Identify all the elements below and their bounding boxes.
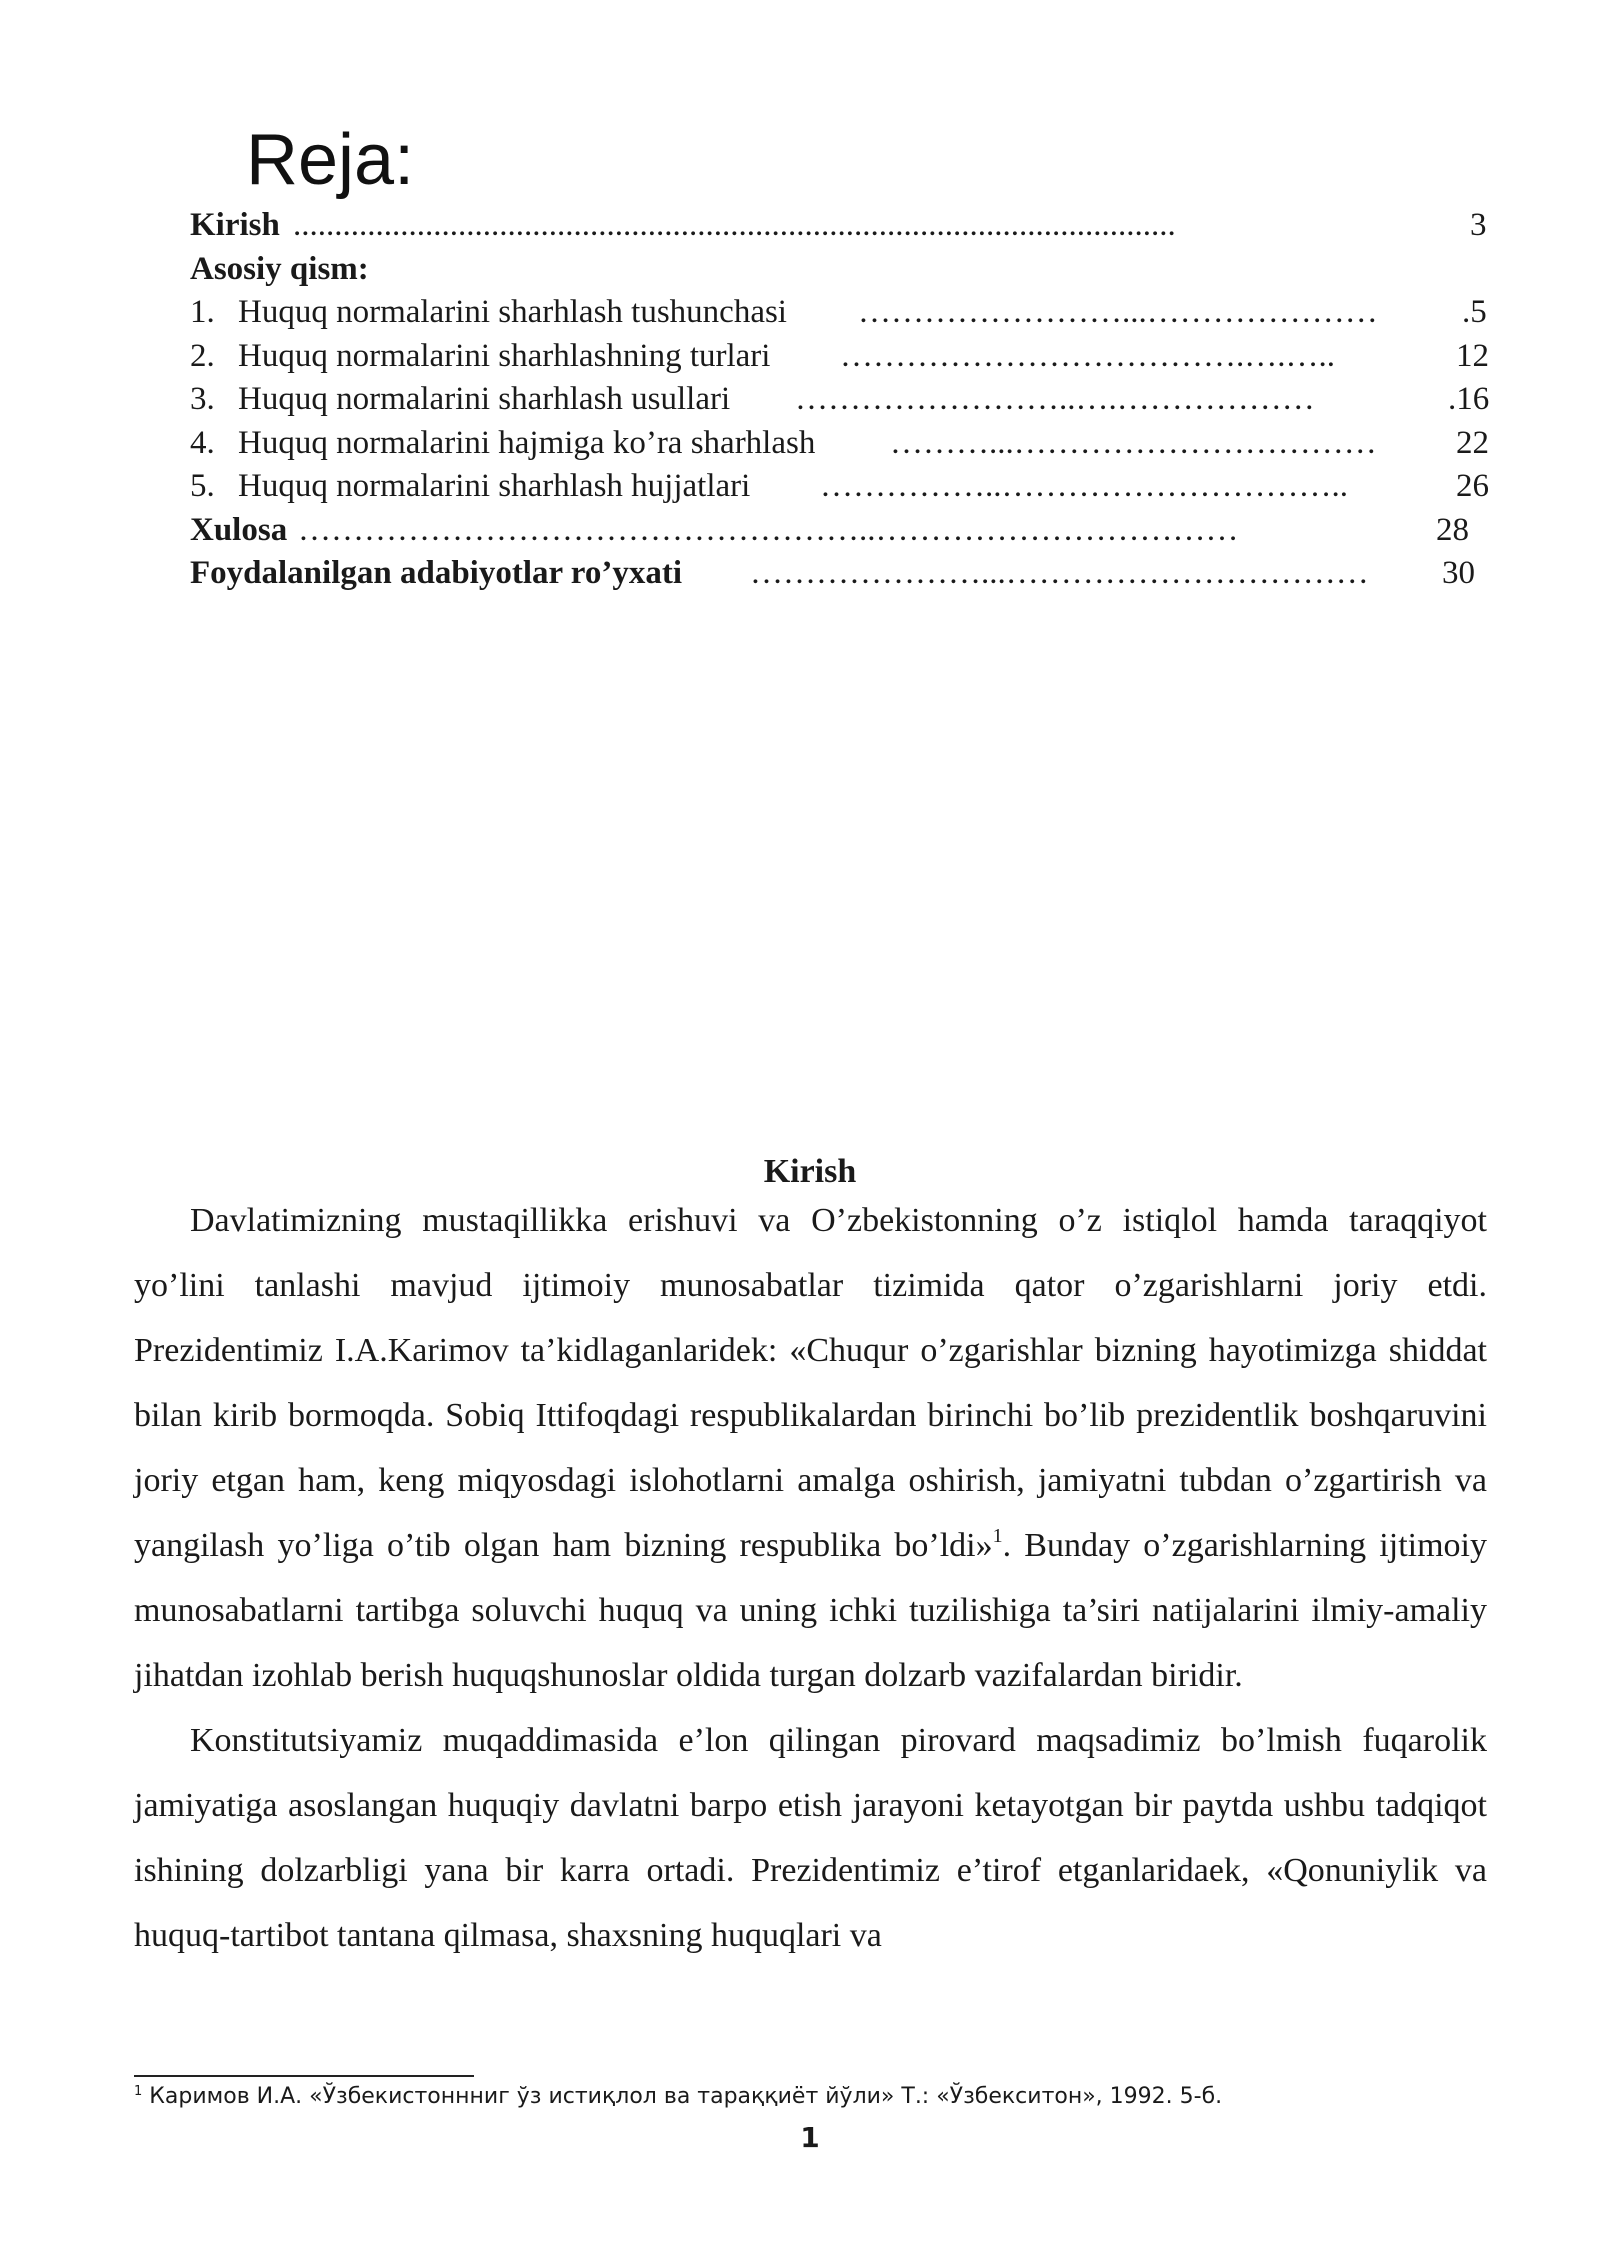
toc-entry-number: 1.: [190, 294, 215, 330]
toc-entry-leader: ………...……………………………: [890, 424, 1377, 461]
toc-entry: [190, 248, 1486, 292]
toc-entry-label: Huquq normalarini hajmiga ko’ra sharhlash: [238, 424, 816, 461]
reja-title: Reja:: [246, 120, 415, 200]
toc-entry-label: Foydalanilgan adabiyotlar ro’yxati: [190, 555, 683, 591]
toc-entry: [190, 204, 1486, 248]
footnote-separator: [134, 2075, 474, 2077]
paragraph-text: . Bunday o’zgarishlarning ijtimoiy munosabatlarni tartibga soluvchi huquq va uning ichki tuzilishiga ta’siri natijalarini ilmiy-amaliy jihatdan izohlab berish huquqshunoslar oldida turgan dolzarb vazifalardan biridir.: [134, 1527, 1487, 1694]
toc-entry-page: .16: [1448, 381, 1490, 417]
toc-entry-leader: ……………..…………………………..: [820, 468, 1348, 504]
toc-entry-page: 12: [1456, 337, 1489, 374]
toc-entry-label: Kirish: [190, 207, 280, 243]
toc-entry-leader: ……………………...…………………: [858, 294, 1378, 330]
toc-entry: [190, 335, 1489, 379]
section-heading: Kirish: [763, 1153, 857, 1190]
paragraph-text: Davlatimizning mustaqillikka erishuvi va O’zbekistonning o’z istiqlol hamda taraqqiyot yo’lini tanlashi mavjud ijtimoiy munosabatlar tizimida qator o’zgarishlarni joriy etdi. Prezidentimiz I.A.Karimov ta’kidlaganlaridek: «Chuqur o’zgarishlar bizning hayotimizga shiddat bilan kirib bormoqda. Sobiq Ittifoqdagi respublikalardan birinchi bo’lib prezidentlik boshqaruvini joriy etgan ham, keng miqyosdagi islohotlarni amalga oshirish, jamiyatni tubdan o’zgartirish va yangilash yo’liga o’tib olgan ham bizning respublika bo’ldi»: [134, 1202, 1487, 1564]
toc-entry-page: 28: [1436, 511, 1469, 548]
toc-entry-label: Huquq normalarini sharhlashning turlari: [238, 337, 771, 374]
toc-entry-leader: ...........................................................................................................: [293, 207, 1176, 243]
toc-entry-label: Huquq normalarini sharhlash usullari: [238, 381, 731, 417]
toc-entry-number: 4.: [190, 424, 215, 461]
toc-entry-number: 2.: [190, 337, 215, 374]
footnote: [134, 2082, 1222, 2112]
toc-entry-number: 3.: [190, 381, 215, 417]
toc-entry: [190, 465, 1489, 509]
toc-entry: [190, 422, 1489, 466]
toc-entry-leader: ……………………………………………..……………………………: [298, 511, 1239, 548]
toc-entry-label: Asosiy qism:: [190, 250, 369, 287]
toc-entry-page: .5: [1462, 294, 1487, 330]
toc-entry-page: 30: [1442, 555, 1475, 591]
page-number: 1: [800, 2121, 820, 2154]
toc-entry-number: 5.: [190, 468, 215, 504]
footnote-reference: 1: [992, 1525, 1003, 1547]
paragraph: Konstitutsiyamiz muqaddimasida e’lon qilingan pirovard maqsadimiz bo’lmish fuqarolik jamiyatiga asoslangan huquqiy davlatni barpo etish jarayoni ketayotgan bir paytda ushbu tadqiqot ishining dolzarbligi yana bir karra ortadi. Prezidentimiz e’tirof etganlaridaek, «Qonuniylik va huquq-tartibot tantana qilmasa, shaxsning huquqlari va: [134, 1722, 1487, 1954]
toc-entry: [190, 291, 1486, 335]
footnote-text: Каримов И.А. «Ўзбекистоннниг ўз истиқлол ва тараққиёт йўли» Т.: «Ўзбекситон», 1992. 5-б.: [142, 2084, 1223, 2109]
paragraph: [134, 1188, 1487, 1708]
toc-entry-leader: ……………………………….….…..: [840, 337, 1335, 374]
toc-entry-page: 26: [1456, 468, 1489, 504]
toc-entry-leader: …………………...……………………………: [750, 555, 1369, 591]
section-body: [134, 1188, 1487, 1968]
toc-entry: [190, 552, 1486, 596]
table-of-contents: [190, 204, 1490, 596]
toc-entry-label: Huquq normalarini sharhlash tushunchasi: [238, 294, 787, 330]
toc-entry-page: 3: [1470, 207, 1487, 243]
toc-entry-label: Huquq normalarini sharhlash hujjatlari: [238, 468, 751, 504]
toc-entry-leader: ……………………..….………………: [795, 381, 1315, 417]
toc-entry: [190, 378, 1490, 422]
footnote-marker: 1: [134, 2084, 143, 2099]
toc-entry-label: Xulosa: [190, 511, 288, 548]
toc-entry-page: 22: [1456, 424, 1489, 461]
toc-entry: [190, 509, 1486, 553]
